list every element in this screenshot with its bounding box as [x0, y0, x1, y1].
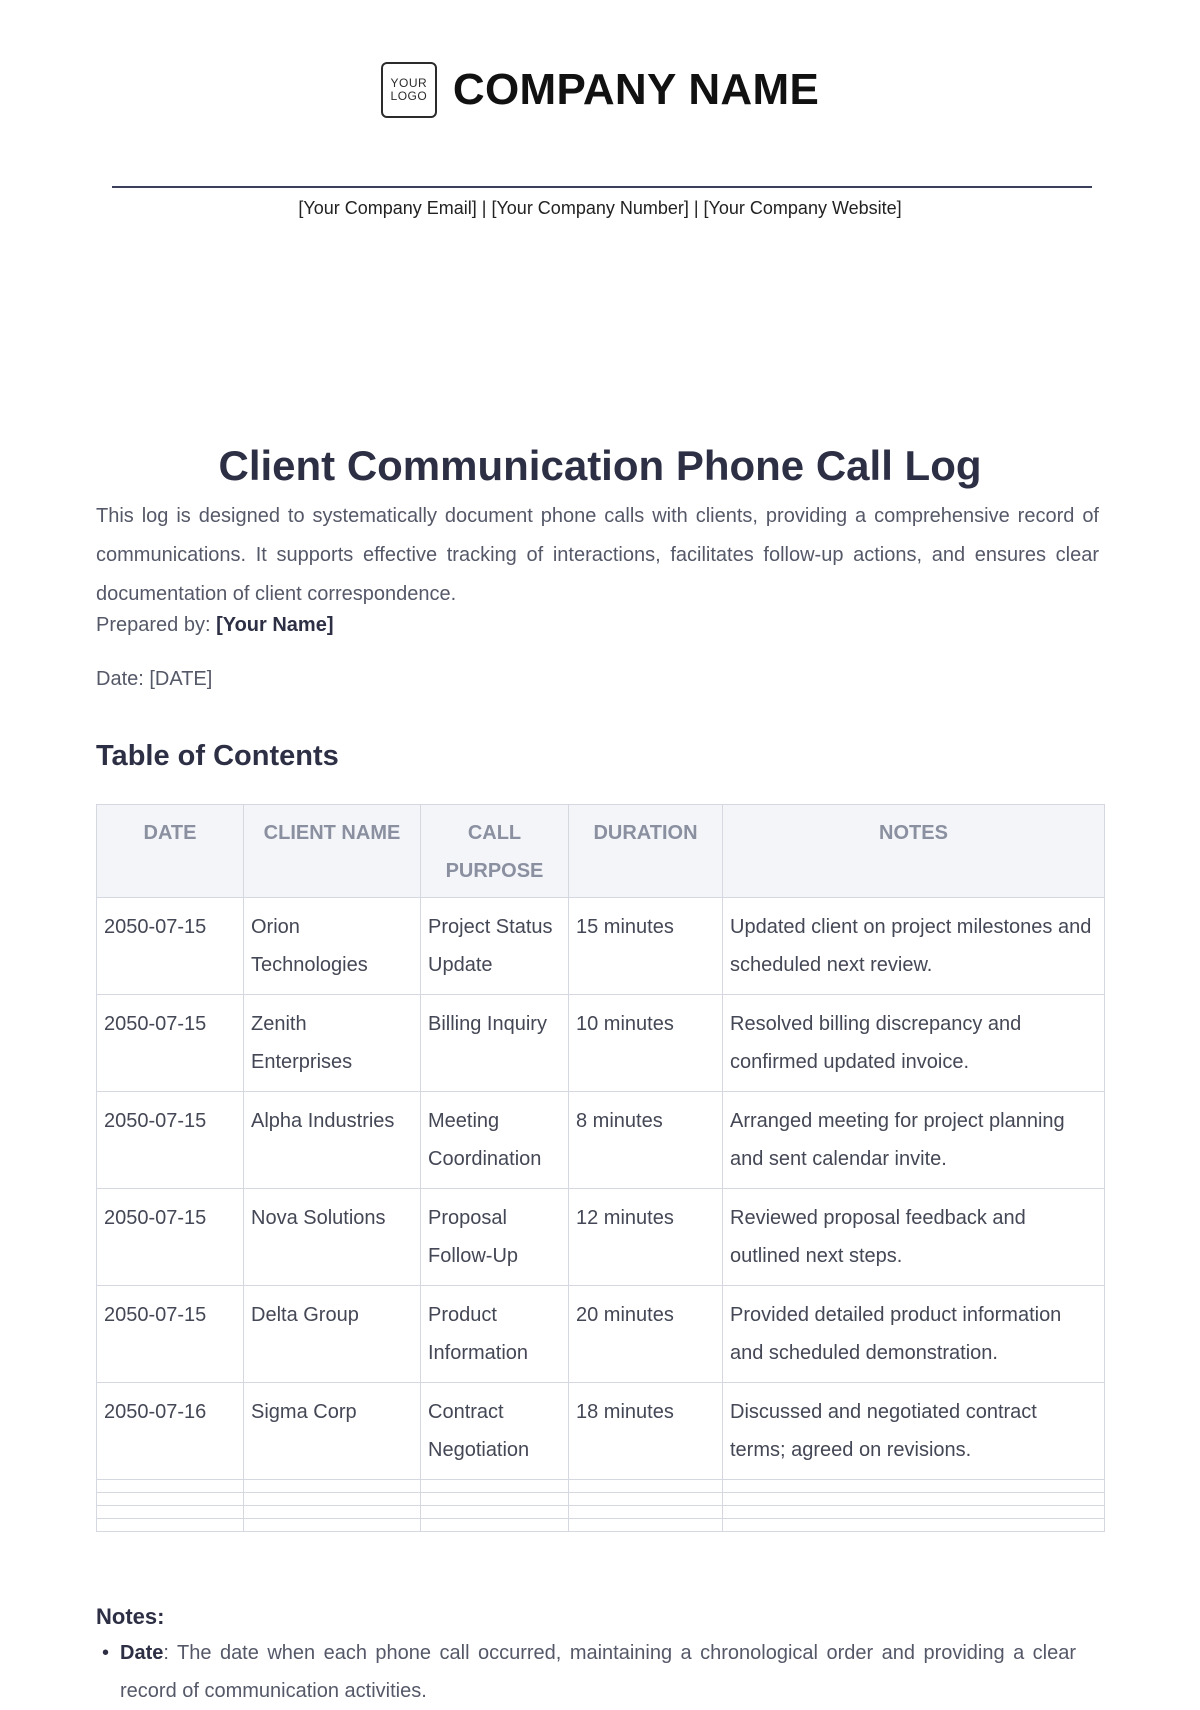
- empty-cell: [421, 1493, 569, 1506]
- cell-notes: Resolved billing discrepancy and confirmed updated invoice.: [723, 995, 1105, 1092]
- note-text: : The date when each phone call occurred, maintaining a chronological order and providing a clear record of communication activities.: [120, 1642, 1076, 1702]
- table-of-contents-heading: Table of Contents: [96, 740, 339, 772]
- document-date: Date: [DATE]: [96, 668, 213, 690]
- cell-duration: 8 minutes: [569, 1092, 723, 1189]
- table-row: [97, 898, 1105, 995]
- cell-client-name: Sigma Corp: [244, 1383, 421, 1480]
- cell-date: 2050-07-15: [97, 1092, 244, 1189]
- company-contact-line: [Your Company Email] | [Your Company Number] | [Your Company Website]: [298, 198, 902, 218]
- intro-paragraph: This log is designed to systematically document phone calls with clients, providing a comprehensive record of communications. It supports effective tracking of interactions, facilitates follow-up actions, and ensures clear documentation of client correspondence.: [96, 505, 1099, 605]
- cell-notes: Reviewed proposal feedback and outlined next steps.: [723, 1189, 1105, 1286]
- empty-cell: [97, 1493, 244, 1506]
- empty-cell: [723, 1506, 1105, 1519]
- cell-notes: Updated client on project milestones and scheduled next review.: [723, 898, 1105, 995]
- cell-call-purpose: Meeting Coordination: [421, 1092, 569, 1189]
- table-row-empty: [97, 1493, 1105, 1506]
- empty-cell: [244, 1493, 421, 1506]
- cell-date: 2050-07-15: [97, 898, 244, 995]
- logo-placeholder: [381, 62, 437, 118]
- empty-cell: [723, 1480, 1105, 1493]
- cell-call-purpose: Billing Inquiry: [421, 995, 569, 1092]
- empty-cell: [97, 1480, 244, 1493]
- header-divider: [112, 186, 1092, 188]
- cell-client-name: Orion Technologies: [244, 898, 421, 995]
- empty-cell: [723, 1519, 1105, 1532]
- logo-text-line2: LOGO: [390, 89, 428, 103]
- cell-duration: 18 minutes: [569, 1383, 723, 1480]
- empty-cell: [97, 1506, 244, 1519]
- cell-date: 2050-07-15: [97, 1189, 244, 1286]
- company-name: COMPANY NAME: [452, 65, 820, 114]
- cell-date: 2050-07-16: [97, 1383, 244, 1480]
- table-row: [97, 995, 1105, 1092]
- cell-client-name: Nova Solutions: [244, 1189, 421, 1286]
- empty-cell: [421, 1480, 569, 1493]
- notes-heading: Notes:: [96, 1604, 165, 1629]
- cell-notes: Arranged meeting for project planning and sent calendar invite.: [723, 1092, 1105, 1189]
- table-row: [97, 1286, 1105, 1383]
- prepared-by-label: Prepared by:: [96, 614, 217, 636]
- empty-cell: [244, 1506, 421, 1519]
- cell-call-purpose: Product Information: [421, 1286, 569, 1383]
- cell-call-purpose: Project Status Update: [421, 898, 569, 995]
- cell-date: 2050-07-15: [97, 1286, 244, 1383]
- cell-duration: 12 minutes: [569, 1189, 723, 1286]
- cell-client-name: Alpha Industries: [244, 1092, 421, 1189]
- column-header-call-purpose: CALL PURPOSE: [421, 805, 569, 898]
- table-row: [97, 1383, 1105, 1480]
- empty-cell: [569, 1493, 723, 1506]
- empty-cell: [97, 1519, 244, 1532]
- cell-duration: 15 minutes: [569, 898, 723, 995]
- document-header: [0, 62, 1200, 118]
- table-row: [97, 1189, 1105, 1286]
- table-header-row: [97, 805, 1105, 898]
- table-row-empty: [97, 1519, 1105, 1532]
- document-title: Client Communication Phone Call Log: [218, 442, 982, 489]
- bullet-icon: •: [102, 1642, 110, 1664]
- cell-call-purpose: Contract Negotiation: [421, 1383, 569, 1480]
- empty-cell: [569, 1506, 723, 1519]
- prepared-by-value: [Your Name]: [216, 614, 334, 636]
- note-term: Date: [120, 1642, 164, 1664]
- call-log-table: [96, 804, 1105, 1532]
- column-header-client-name: CLIENT NAME: [244, 805, 421, 898]
- empty-cell: [569, 1519, 723, 1532]
- cell-duration: 10 minutes: [569, 995, 723, 1092]
- cell-client-name: Delta Group: [244, 1286, 421, 1383]
- notes-list: [96, 1634, 1076, 1710]
- cell-duration: 20 minutes: [569, 1286, 723, 1383]
- cell-client-name: Zenith Enterprises: [244, 995, 421, 1092]
- cell-notes: Discussed and negotiated contract terms; agreed on revisions.: [723, 1383, 1105, 1480]
- empty-cell: [244, 1480, 421, 1493]
- column-header-date: DATE: [97, 805, 244, 898]
- prepared-by: [96, 614, 334, 637]
- table-row: [97, 1092, 1105, 1189]
- empty-cell: [723, 1493, 1105, 1506]
- column-header-notes: NOTES: [723, 805, 1105, 898]
- list-item: [96, 1634, 1076, 1710]
- cell-call-purpose: Proposal Follow-Up: [421, 1189, 569, 1286]
- cell-date: 2050-07-15: [97, 995, 244, 1092]
- empty-cell: [569, 1480, 723, 1493]
- table-row-empty: [97, 1506, 1105, 1519]
- empty-cell: [244, 1519, 421, 1532]
- column-header-duration: DURATION: [569, 805, 723, 898]
- table-row-empty: [97, 1480, 1105, 1493]
- cell-notes: Provided detailed product information and scheduled demonstration.: [723, 1286, 1105, 1383]
- empty-cell: [421, 1506, 569, 1519]
- logo-text-line1: YOUR: [390, 76, 428, 90]
- empty-cell: [421, 1519, 569, 1532]
